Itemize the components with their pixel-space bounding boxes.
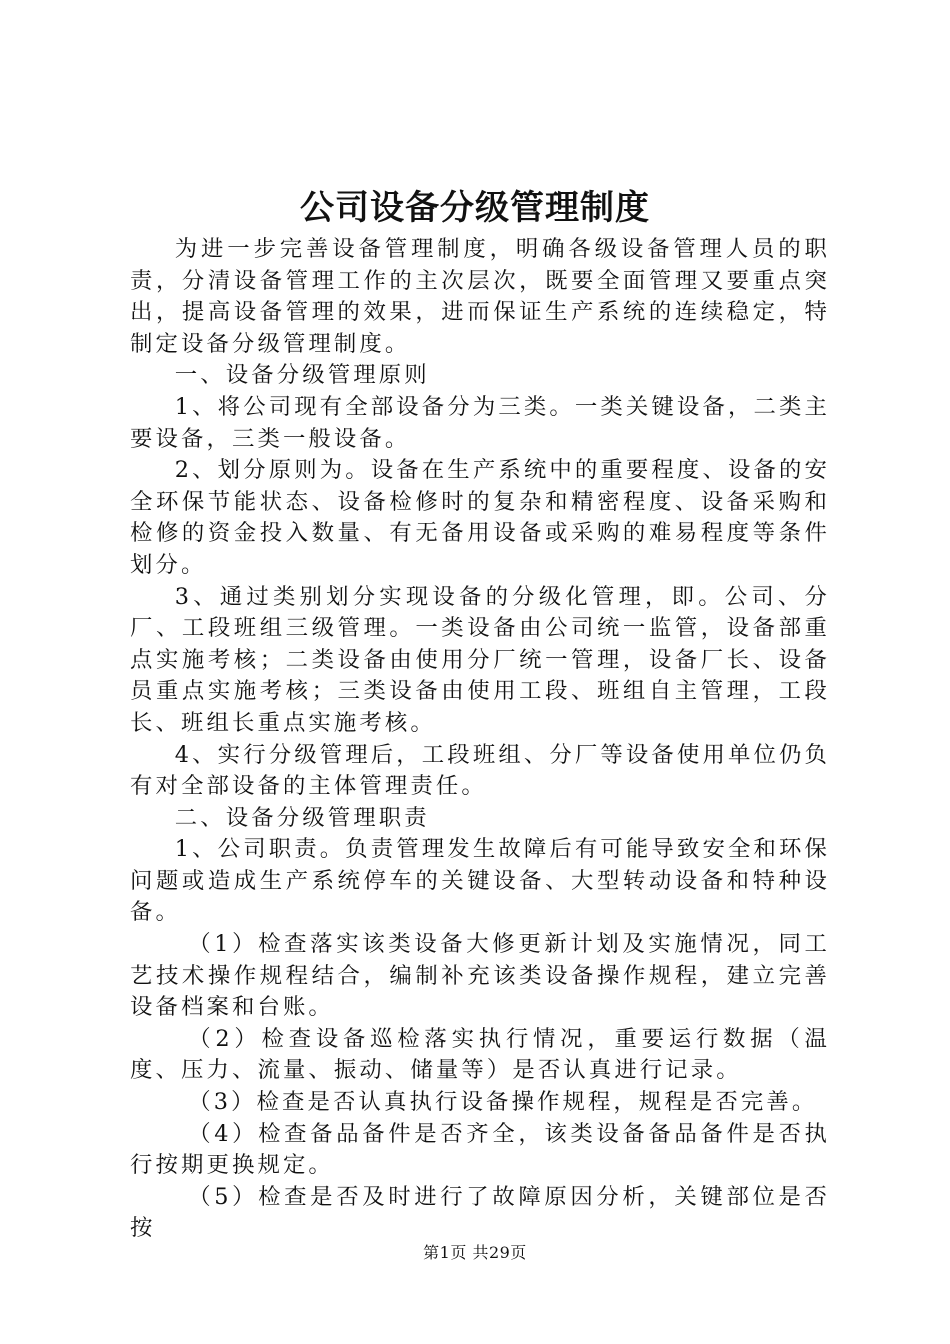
principle-item-3: 3、通过类别划分实现设备的分级化管理，即。公司、分厂、工段班组三级管理。一类设备由公司统一监管，设备部重点实施考核；二类设备由使用分厂统一管理，设备厂长、设备员重点实施考核；三类设备由使用工段、班组自主管理，工段长、班组长重点实施考核。: [130, 583, 830, 736]
section-heading-duties: 二、设备分级管理职责: [174, 804, 430, 831]
section-heading-principles: 一、设备分级管理原则: [174, 362, 430, 389]
duty-subitem-4: （4）检查备品备件是否齐全，该类设备备品备件是否执行按期更换规定。: [130, 1120, 830, 1179]
principle-item-1: 1、将公司现有全部设备分为三类。一类关键设备，二类主要设备，三类一般设备。: [130, 393, 830, 452]
duty-subitem-5: （5）检查是否及时进行了故障原因分析，关键部位是否按: [130, 1183, 830, 1242]
principle-item-4: 4、实行分级管理后，工段班组、分厂等设备使用单位仍负有对全部设备的主体管理责任。: [130, 741, 830, 800]
principle-item-2: 2、划分原则为。设备在生产系统中的重要程度、设备的安全环保节能状态、设备检修时的复杂和精密程度、设备采购和检修的资金投入数量、有无备用设备或采购的难易程度等条件划分。: [130, 457, 830, 578]
duty-subitem-2: （2）检查设备巡检落实执行情况，重要运行数据（温度、压力、流量、振动、储量等）是否认真进行记录。: [130, 1025, 830, 1084]
page-number-footer: 第1页 共29页: [423, 1243, 527, 1262]
intro-paragraph: 为进一步完善设备管理制度，明确各级设备管理人员的职责，分清设备管理工作的主次层次，既要全面管理又要重点突出，提高设备管理的效果，进而保证生产系统的连续稳定，特制定设备分级管理制度。: [130, 236, 830, 357]
document-title: 公司设备分级管理制度: [300, 188, 650, 228]
duty-subitem-3: （3）检查是否认真执行设备操作规程，规程是否完善。: [188, 1089, 818, 1116]
duty-subitem-1: （1）检查落实该类设备大修更新计划及实施情况，同工艺技术操作规程结合，编制补充该类设备操作规程，建立完善设备档案和台账。: [130, 931, 830, 1021]
document-body: [130, 234, 830, 1245]
duty-item-1: 1、公司职责。负责管理发生故障后有可能导致安全和环保问题或造成生产系统停车的关键设备、大型转动设备和特种设备。: [130, 836, 830, 926]
